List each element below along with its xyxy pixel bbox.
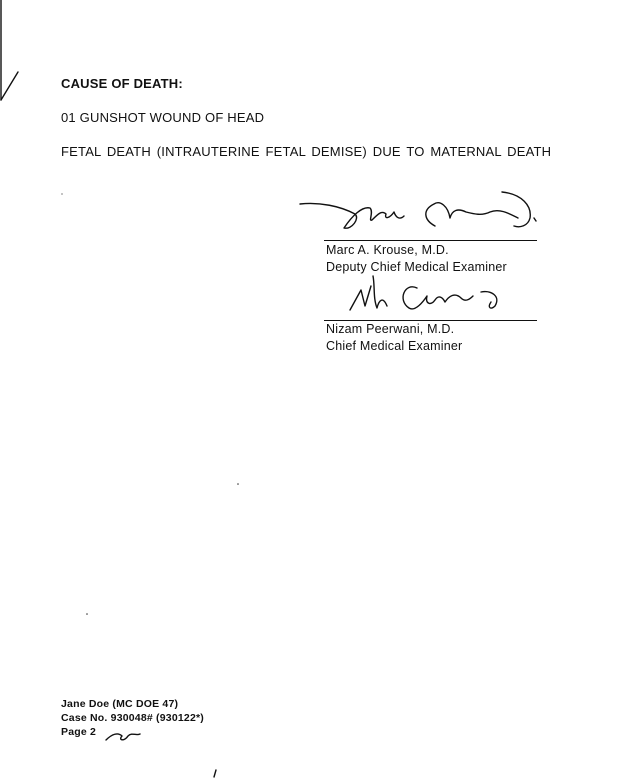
signatory-1-name: Marc A. Krouse, M.D.	[326, 243, 449, 257]
cause-of-death-line: 01 GUNSHOT WOUND OF HEAD	[61, 110, 265, 125]
cause-of-death-heading: CAUSE OF DEATH:	[61, 76, 183, 91]
footer-case-number: Case No. 930048# (930122*)	[61, 712, 204, 724]
signatory-1-block	[326, 242, 507, 276]
signature-line-1	[324, 240, 537, 241]
signatory-2-name: Nizam Peerwani, M.D.	[326, 322, 455, 336]
fetal-death-paragraph: FETAL DEATH (INTRAUTERINE FETAL DEMISE) DUE TO MATERNAL DEATH	[61, 144, 552, 159]
signature-peerwani	[345, 272, 515, 322]
signature-krouse	[300, 188, 540, 248]
signatory-2-block	[326, 321, 462, 355]
footer-initials	[104, 726, 144, 746]
margin-mark	[0, 0, 20, 110]
signatory-1-title: Deputy Chief Medical Examiner	[326, 260, 507, 274]
footer-name: Jane Doe (MC DOE 47)	[61, 698, 179, 710]
footer-page: Page 2	[61, 726, 97, 738]
signatory-2-title: Chief Medical Examiner	[326, 339, 463, 353]
